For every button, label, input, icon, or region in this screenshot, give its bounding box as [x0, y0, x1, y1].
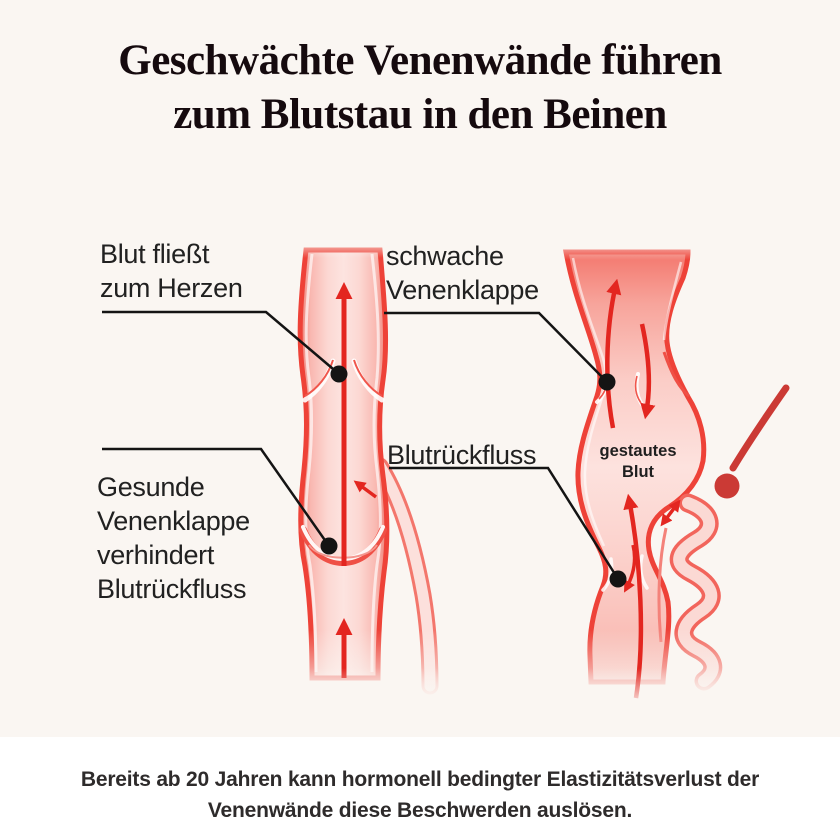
footer-line2: Venenwände diese Beschwerden auslösen.	[207, 799, 633, 822]
label-line: Blutrückfluss	[97, 574, 247, 604]
label-backflow: Blutrückfluss	[387, 440, 537, 470]
annotation-dot	[610, 571, 627, 588]
footer-line1: Bereits ab 20 Jahren kann hormonell bedingter Elastizitätsverlust der	[80, 768, 760, 791]
label-weak-valve	[386, 239, 539, 307]
fade-overlay	[548, 668, 790, 708]
label-congested-blood	[580, 441, 696, 483]
varicose-pointer-pin-icon	[715, 388, 787, 499]
label-line: Gesunde	[97, 472, 205, 502]
label-line: schwache	[386, 241, 504, 271]
footer-bar	[0, 737, 840, 840]
label-line: Venenklappe	[97, 506, 250, 536]
page-title-line2: zum Blutstau in den Beinen	[173, 91, 667, 138]
annotation-dot	[599, 374, 616, 391]
annotation-dot	[331, 366, 348, 383]
page-title-line1: Geschwächte Venenwände führen	[118, 37, 722, 84]
label-line: Blut fließt	[100, 239, 210, 269]
fade-overlay	[272, 668, 458, 708]
fade-overlay	[283, 236, 403, 258]
label-healthy-valve	[97, 470, 250, 606]
label-line: verhindert	[97, 540, 215, 570]
label-line: gestautes	[599, 442, 677, 460]
footer-text	[0, 737, 840, 826]
annotation-dot	[321, 538, 338, 555]
label-line: Venenklappe	[386, 275, 539, 305]
label-line: zum Herzen	[100, 273, 243, 303]
label-line: Blut	[621, 463, 655, 481]
leader-line	[384, 313, 607, 382]
label-blood-flow	[100, 237, 243, 305]
fade-overlay	[550, 236, 700, 260]
